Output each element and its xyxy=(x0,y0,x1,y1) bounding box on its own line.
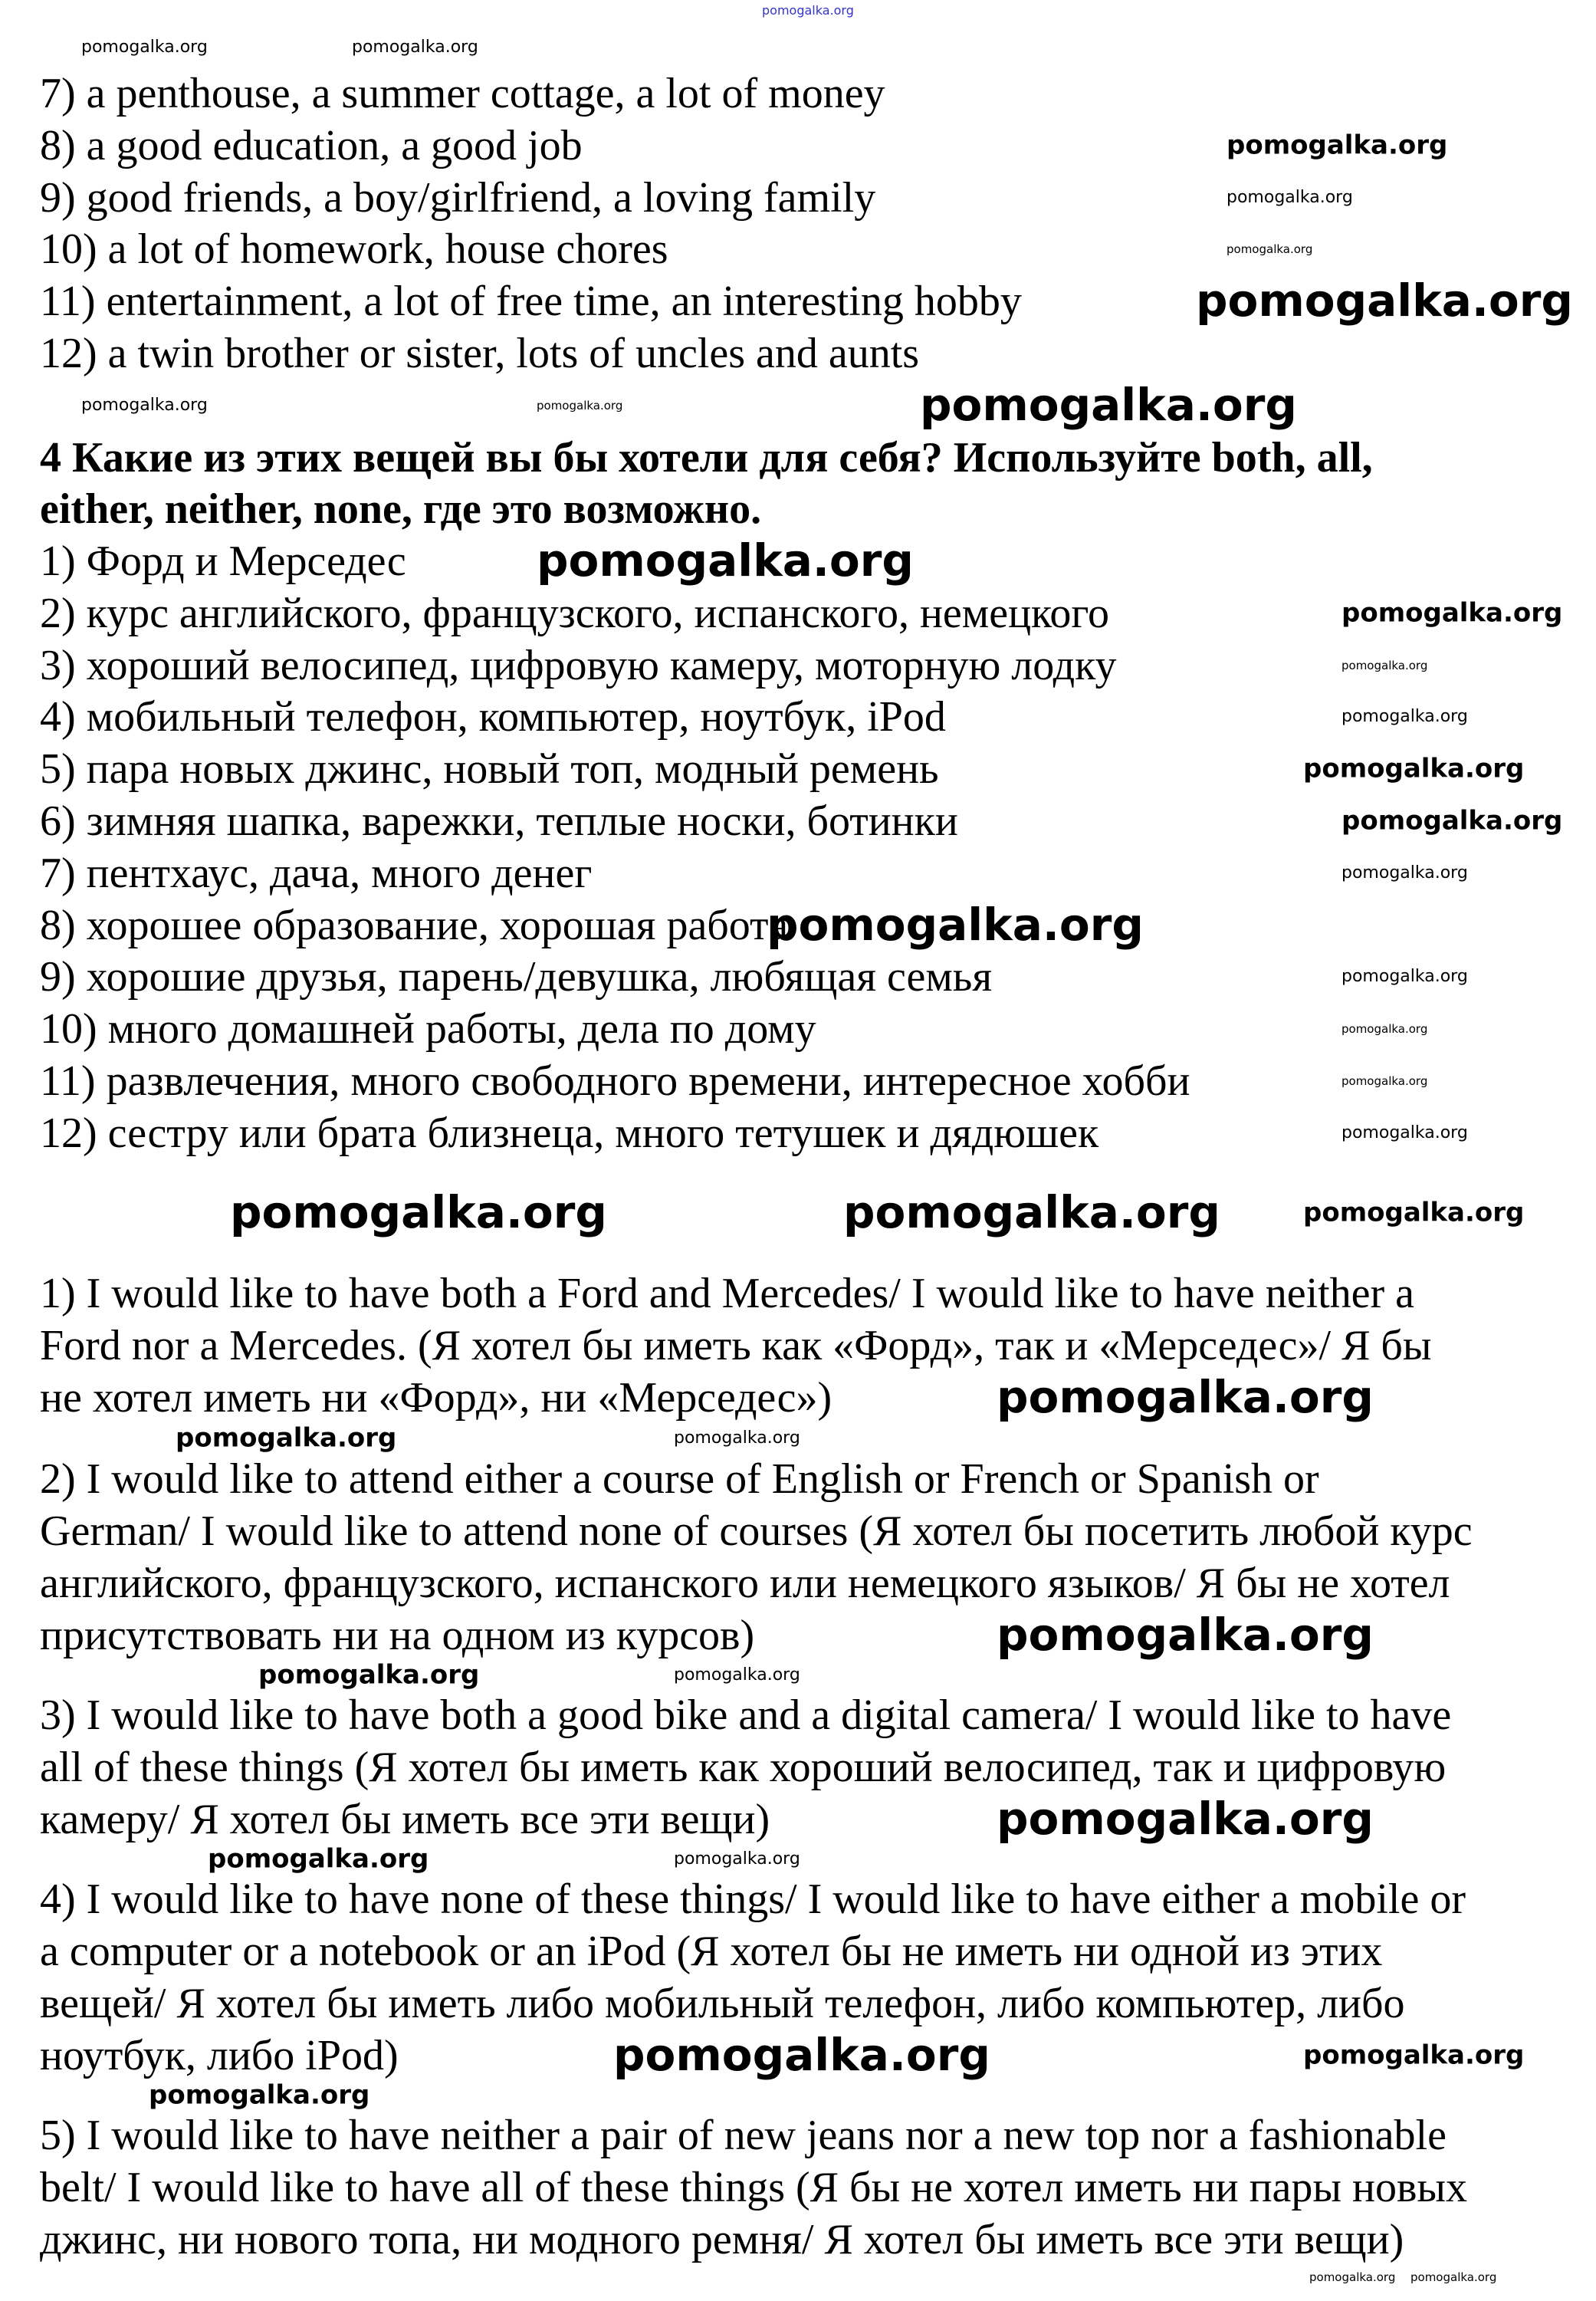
watermark: pomogalka.org xyxy=(674,1665,800,1685)
answer-line: belt/ I would like to have all of these things (Я бы не хотел иметь ни пары новых xyxy=(40,2164,1468,2211)
watermark: pomogalka.org xyxy=(762,3,854,18)
watermark: pomogalka.org xyxy=(1341,805,1563,837)
english-list-item: 9) good friends, a boy/girlfriend, a loving family xyxy=(40,174,876,222)
watermark: pomogalka.org xyxy=(1341,706,1468,726)
answer-line: вещей/ Я хотел бы иметь либо мобильный телефон, либо компьютер, либо xyxy=(40,1980,1405,2027)
russian-list-item: 5) пара новых джинс, новый топ, модный ремень xyxy=(40,745,939,794)
watermark: pomogalka.org xyxy=(537,398,623,413)
answer-line: джинс, ни нового топа, ни модного ремня/ Я хотел бы иметь все эти вещи) xyxy=(40,2216,1404,2263)
watermark: pomogalka.org xyxy=(81,395,208,415)
task-heading: 4 Какие из этих вещей вы бы хотели для себя? Используйте both, all, xyxy=(40,434,1373,482)
watermark: pomogalka.org xyxy=(767,899,1144,952)
answer-line: all of these things (Я хотел бы иметь как хороший велосипед, так и цифровую xyxy=(40,1744,1447,1791)
answer-line: a computer or a notebook or an iPod (Я хотел бы не иметь ни одной из этих xyxy=(40,1928,1383,1975)
russian-list-item: 10) много домашней работы, дела по дому xyxy=(40,1005,816,1054)
watermark: pomogalka.org xyxy=(1303,1197,1525,1228)
answer-line: присутствовать ни на одном из курсов) xyxy=(40,1612,755,1659)
answer-line: ноутбук, либо iPod) xyxy=(40,2032,399,2079)
watermark: pomogalka.org xyxy=(997,1609,1374,1662)
watermark: pomogalka.org xyxy=(1227,130,1448,161)
watermark: pomogalka.org xyxy=(613,2029,990,2082)
watermark: pomogalka.org xyxy=(537,534,914,587)
watermark: pomogalka.org xyxy=(1227,242,1313,256)
watermark: pomogalka.org xyxy=(1196,274,1573,327)
english-list-item: 7) a penthouse, a summer cottage, a lot of money xyxy=(40,70,885,117)
watermark: pomogalka.org xyxy=(1303,753,1525,784)
watermark: pomogalka.org xyxy=(997,1793,1374,1846)
watermark: pomogalka.org xyxy=(81,37,208,57)
english-list-item: 8) a good education, a good job xyxy=(40,122,583,169)
watermark: pomogalka.org xyxy=(674,1428,800,1448)
answer-line: камеру/ Я хотел бы иметь все эти вещи) xyxy=(40,1796,770,1843)
watermark: pomogalka.org xyxy=(1341,1073,1428,1088)
russian-list-item: 9) хорошие друзья, парень/девушка, любящая семья xyxy=(40,953,993,1001)
answer-line: английского, французского, испанского или немецкого языков/ Я бы не хотел xyxy=(40,1560,1450,1607)
watermark: pomogalka.org xyxy=(352,37,478,57)
answer-line: не хотел иметь ни «Форд», ни «Мерседес») xyxy=(40,1374,832,1422)
english-list-item: 12) a twin brother or sister, lots of uncles and aunts xyxy=(40,330,920,377)
answer-line: 5) I would like to have neither a pair of new jeans nor a new top nor a fashionable xyxy=(40,2112,1447,2159)
answer-line: 2) I would like to attend either a course of English or French or Spanish or xyxy=(40,1455,1319,1503)
watermark: pomogalka.org xyxy=(920,379,1297,432)
answer-line: 3) I would like to have both a good bike and a digital camera/ I would like to have xyxy=(40,1691,1452,1739)
russian-list-item: 6) зимняя шапка, варежки, теплые носки, ботинки xyxy=(40,797,958,845)
watermark: pomogalka.org xyxy=(230,1186,607,1239)
answer-line: 4) I would like to have none of these things/ I would like to have either a mobile or xyxy=(40,1875,1466,1923)
watermark: pomogalka.org xyxy=(843,1186,1220,1239)
answer-line: 1) I would like to have both a Ford and Mercedes/ I would like to have neither a xyxy=(40,1270,1415,1317)
watermark: pomogalka.org xyxy=(149,2079,370,2111)
watermark: pomogalka.org xyxy=(258,1659,480,1691)
russian-list-item: 3) хороший велосипед, цифровую камеру, моторную лодку xyxy=(40,641,1117,689)
watermark: pomogalka.org xyxy=(1341,1123,1468,1142)
answer-line: German/ I would like to attend none of courses (Я хотел бы посетить любой курс xyxy=(40,1507,1473,1555)
watermark: pomogalka.org xyxy=(1303,2040,1525,2071)
watermark: pomogalka.org xyxy=(1410,2270,1497,2284)
watermark: pomogalka.org xyxy=(1227,187,1353,207)
russian-list-item: 11) развлечения, много свободного времени, интересное хобби xyxy=(40,1057,1190,1105)
answer-line: Ford nor a Mercedes. (Я хотел бы иметь как «Форд», так и «Мерседес»/ Я бы xyxy=(40,1322,1432,1369)
russian-list-item: 12) сестру или брата близнеца, много тетушек и дядюшек xyxy=(40,1109,1099,1157)
russian-list-item: 4) мобильный телефон, компьютер, ноутбук, iPod xyxy=(40,693,946,741)
english-list-item: 11) entertainment, a lot of free time, an interesting hobby xyxy=(40,278,1022,325)
watermark: pomogalka.org xyxy=(1341,966,1468,986)
watermark: pomogalka.org xyxy=(1341,1021,1428,1036)
watermark: pomogalka.org xyxy=(674,1849,800,1869)
watermark: pomogalka.org xyxy=(208,1843,429,1875)
watermark: pomogalka.org xyxy=(1341,658,1428,672)
russian-list-item: 2) курс английского, французского, испанского, немецкого xyxy=(40,589,1109,637)
watermark: pomogalka.org xyxy=(176,1422,397,1454)
task-heading: either, neither, none, где это возможно. xyxy=(40,485,762,533)
watermark: pomogalka.org xyxy=(1341,863,1468,883)
russian-list-item: 8) хорошее образование, хорошая работа xyxy=(40,901,789,949)
watermark: pomogalka.org xyxy=(1341,597,1563,629)
russian-list-item: 1) Форд и Мерседес xyxy=(40,537,406,585)
watermark: pomogalka.org xyxy=(997,1371,1374,1424)
russian-list-item: 7) пентхаус, дача, много денег xyxy=(40,849,593,897)
watermark: pomogalka.org xyxy=(1309,2270,1396,2284)
english-list-item: 10) a lot of homework, house chores xyxy=(40,225,668,273)
